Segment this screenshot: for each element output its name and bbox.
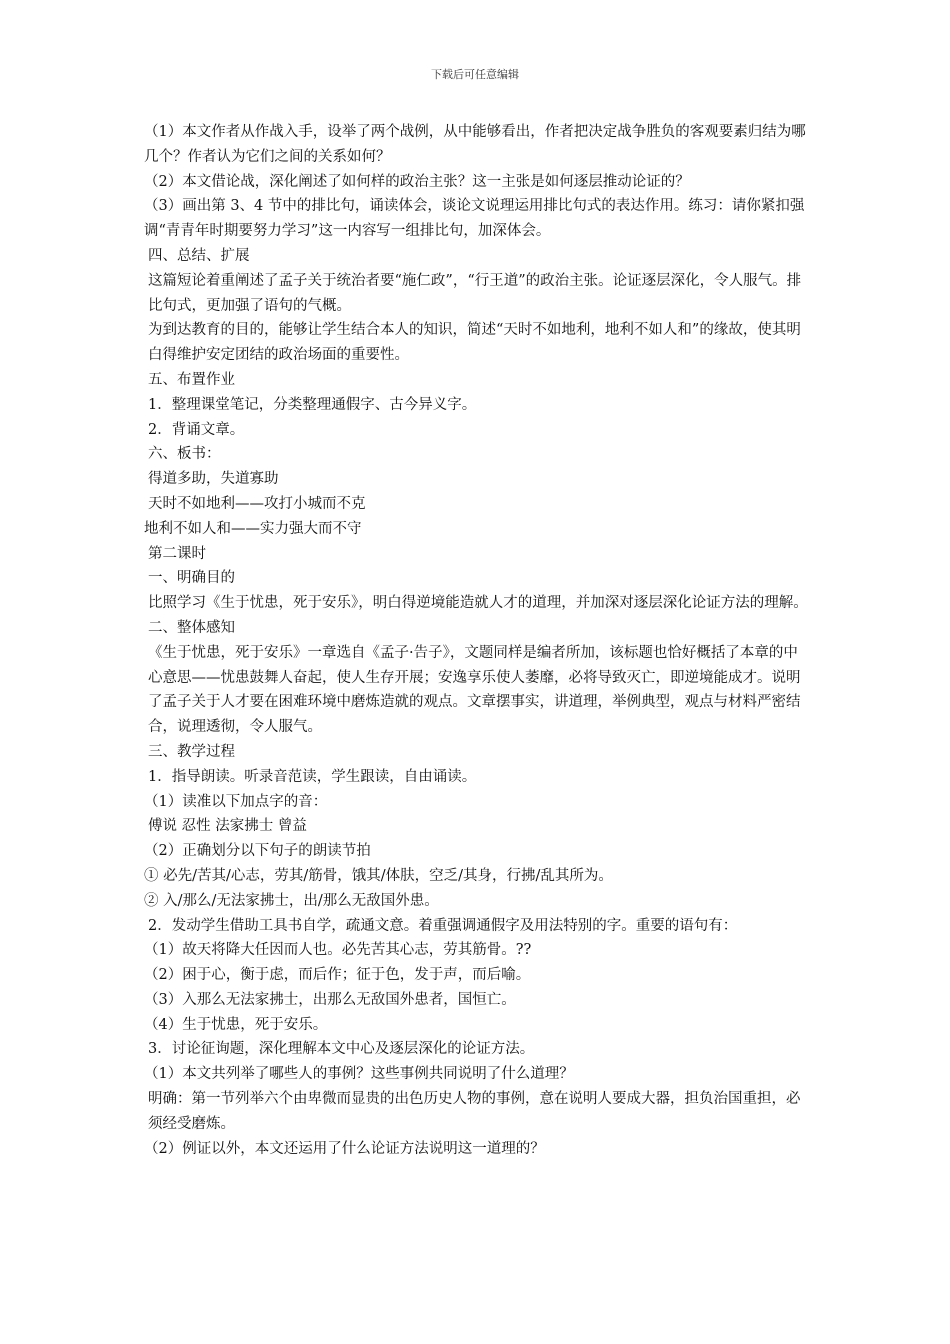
board-line: 得道多助，失道寡助 [148,471,279,488]
section-heading: 四、总结、扩展 [148,247,250,264]
page-header: 下载后可任意编辑 [431,68,519,81]
list-item: 2．背诵文章。 [148,421,245,438]
list-item: （1）读准以下加点字的音： [144,793,328,810]
list-item: （4）生于忧患，死于安乐。 [144,1016,328,1033]
document-body [144,120,810,1161]
list-item: （2）例证以外，本文还运用了什么论证方法说明这一道理的？ [144,1140,545,1157]
paragraph: 比照学习《生于忧患，死于安乐》，明白得逆境能造就人才的道理，并加深对逐层深化论证方法的理解。 [148,595,808,612]
list-item: （2）困于心，衡于虑，而后作；征于色，发于声，而后喻。 [144,967,531,984]
list-item: 1．指导朗读。听录音范读，学生跟读，自由诵读。 [148,768,477,785]
section-heading: 三、教学过程 [148,743,235,760]
paragraph: 这篇短论着重阐述了孟子关于统治者要“施仁政”，“行王道”的政治主张。论证逐层深化，令人服气。排比句式，更加强了语句的气概。 [148,272,802,314]
list-item: ② 入/那么/无法家拂士，出/那么无敌国外患。 [144,892,439,909]
list-item: （1）本文共列举了哪些人的事例？这些事例共同说明了什么道理？ [144,1066,574,1083]
list-item: ① 必先/苦其/心志，劳其/筋骨，饿其/体肤，空乏/其身，行拂/乱其所为。 [144,867,613,884]
paragraph: （3）画出第 3、4 节中的排比句，诵读体会，谈论文说理运用排比句式的表达作用。练习：请你紧扣强调“青青年时期要努力学习”这一内容写一组排比句，加深体会。 [144,198,805,240]
list-item: 2．发动学生借助工具书自学，疏通文意。着重强调通假字及用法特别的字。重要的语句有： [148,917,738,934]
paragraph: 为到达教育的目的，能够让学生结合本人的知识，简述“天时不如地利，地利不如人和”的缘故，使其明白得维护安定团结的政治场面的重要性。 [148,322,801,364]
paragraph: （2）本文借论战，深化阐述了如何样的政治主张？这一主张是如何逐层推动论证的？ [144,173,690,190]
section-heading: 五、布置作业 [148,371,235,388]
board-line: 地利不如人和——实力强大而不守 [144,520,362,537]
list-item: 1．整理课堂笔记，分类整理通假字、古今异义字。 [148,396,477,413]
list-item: （3）入那么无法家拂士，出那么无敌国外患者，国恒亡。 [144,991,516,1008]
section-heading: 六、板书： [148,446,221,463]
list-item: 3．讨论征询题，深化理解本文中心及逐层深化的论证方法。 [148,1041,535,1058]
paragraph: 《生于忧患，死于安乐》一章选自《孟子·告子》，文题同样是编者所加，该标题也恰好概括了本章的中心意思——忧患鼓舞人奋起，使人生存开展；安逸享乐使人萎靡，必将导致灭亡，即逆境能成才。说明了孟子关于人才要在困难环境中磨炼造就的观点。文章摆事实，讲道理，举例典型，观点与材料严密结合，说理透彻，令人服气。 [148,644,801,736]
section-heading: 第二课时 [148,545,206,562]
paragraph: 明确：第一节列举六个由卑微而显贵的出色历史人物的事例，意在说明人要成大器，担负治国重担，必须经受磨炼。 [148,1091,801,1132]
list-item: （1）故天将降大任因而人也。必先苦其心志，劳其筋骨。?? [144,942,532,959]
section-heading: 二、整体感知 [148,619,235,636]
list-item: 傅说 忍性 法家拂士 曾益 [148,818,307,835]
board-line: 天时不如地利——攻打小城而不克 [148,495,366,512]
list-item: （2）正确划分以下句子的朗读节拍 [144,843,371,860]
section-heading: 一、明确目的 [148,570,235,587]
paragraph: （1）本文作者从作战入手，设举了两个战例，从中能够看出，作者把决定战争胜负的客观要素归结为哪几个？作者认为它们之间的关系如何？ [144,124,806,165]
